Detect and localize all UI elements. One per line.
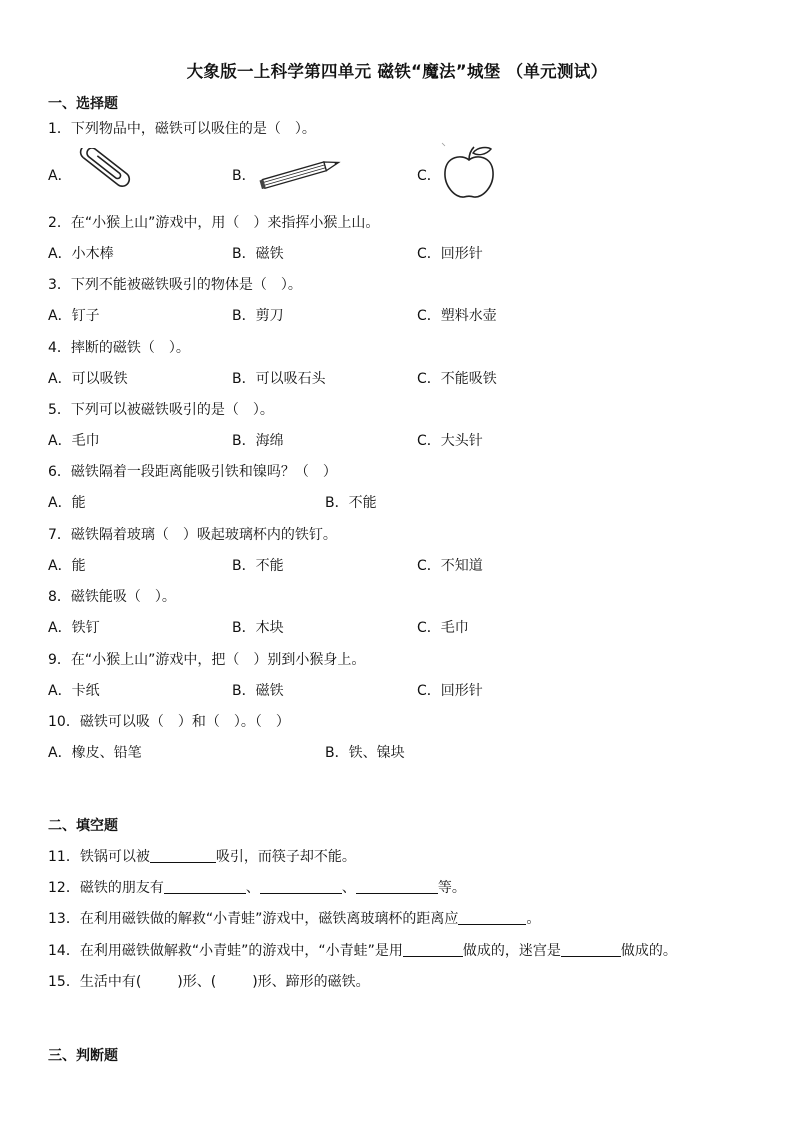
q1-option-a: A．: [48, 168, 72, 184]
q14-blank-2[interactable]: [561, 942, 621, 957]
q3-option-a: A．钉子: [48, 308, 100, 324]
page-title: 大象版一上科学第四单元 磁铁“魔法”城堡 （单元测试）: [186, 62, 608, 81]
section-fill-heading: 二、填空题: [48, 818, 118, 834]
q2-option-c: C．回形针: [417, 246, 483, 262]
apple-icon: [440, 142, 498, 200]
q7-option-b: B．不能: [232, 558, 284, 574]
q9-option-a: A．卡纸: [48, 683, 100, 699]
question-4: 4．摔断的磁铁（ ）。: [48, 340, 190, 356]
q6-option-b: B．不能: [325, 495, 377, 511]
question-1: 1．下列物品中，磁铁可以吸住的是（ ）。: [48, 121, 316, 137]
question-12: 12．磁铁的朋友有 、 、 等。: [48, 880, 466, 896]
q6-option-a: A．能: [48, 495, 86, 511]
q2-option-a: A．小木棒: [48, 246, 114, 262]
question-8: 8．磁铁能吸（ ）。: [48, 589, 176, 605]
question-7: 7．磁铁隔着玻璃（ ）吸起玻璃杯内的铁钉。: [48, 527, 337, 543]
question-6: 6．磁铁隔着一段距离能吸引铁和镍吗？（ ）: [48, 464, 337, 480]
q7-option-c: C．不知道: [417, 558, 483, 574]
q3-option-c: C．塑料水壶: [417, 308, 497, 324]
q8-option-c: C．毛巾: [417, 620, 469, 636]
q4-option-b: B．可以吸石头: [232, 371, 326, 387]
q5-option-c: C．大头针: [417, 433, 483, 449]
question-14: 14．在利用磁铁做解救“小青蛙”的游戏中，“小青蛙”是用 做成的，迷宫是 做成的。: [48, 943, 677, 959]
q8-option-b: B．木块: [232, 620, 284, 636]
q9-option-b: B．磁铁: [232, 683, 284, 699]
question-13: 13．在利用磁铁做的解救“小青蛙”游戏中，磁铁离玻璃杯的距离应 。: [48, 911, 541, 927]
paperclip-icon: [72, 148, 134, 198]
q13-blank[interactable]: [458, 910, 526, 925]
q2-option-b: B．磁铁: [232, 246, 284, 262]
q10-option-a: A．橡皮、铅笔: [48, 745, 142, 761]
q9-option-c: C．回形针: [417, 683, 483, 699]
question-2: 2．在“小猴上山”游戏中，用（ ）来指挥小猴上山。: [48, 215, 380, 231]
q5-option-a: A．毛巾: [48, 433, 100, 449]
q12-blank-2[interactable]: [260, 879, 342, 894]
q4-option-c: C．不能吸铁: [417, 371, 497, 387]
q5-option-b: B．海绵: [232, 433, 284, 449]
q14-blank-1[interactable]: [403, 942, 463, 957]
q7-option-a: A．能: [48, 558, 86, 574]
question-15: 15．生活中有( )形、( )形、蹄形的磁铁。: [48, 974, 370, 990]
q1-option-c: C．: [417, 168, 441, 184]
pencil-icon: [256, 157, 344, 189]
section-judge-heading: 三、判断题: [48, 1048, 118, 1064]
q3-option-b: B．剪刀: [232, 308, 284, 324]
question-3: 3．下列不能被磁铁吸引的物体是（ ）。: [48, 277, 302, 293]
q4-option-a: A．可以吸铁: [48, 371, 128, 387]
q12-blank-3[interactable]: [356, 879, 438, 894]
q1-option-b: B．: [232, 168, 256, 184]
q12-blank-1[interactable]: [164, 879, 246, 894]
q10-option-b: B．铁、镍块: [325, 745, 405, 761]
q8-option-a: A．铁钉: [48, 620, 100, 636]
question-5: 5．下列可以被磁铁吸引的是（ ）。: [48, 402, 274, 418]
question-11: 11．铁锅可以被 吸引，而筷子却不能。: [48, 849, 356, 865]
question-9: 9．在“小猴上山”游戏中，把（ ）别到小猴身上。: [48, 652, 366, 668]
q11-blank[interactable]: [150, 848, 216, 863]
question-10: 10．磁铁可以吸（ ）和（ ）。（ ）: [48, 714, 290, 730]
section-choice-heading: 一、选择题: [48, 96, 118, 112]
